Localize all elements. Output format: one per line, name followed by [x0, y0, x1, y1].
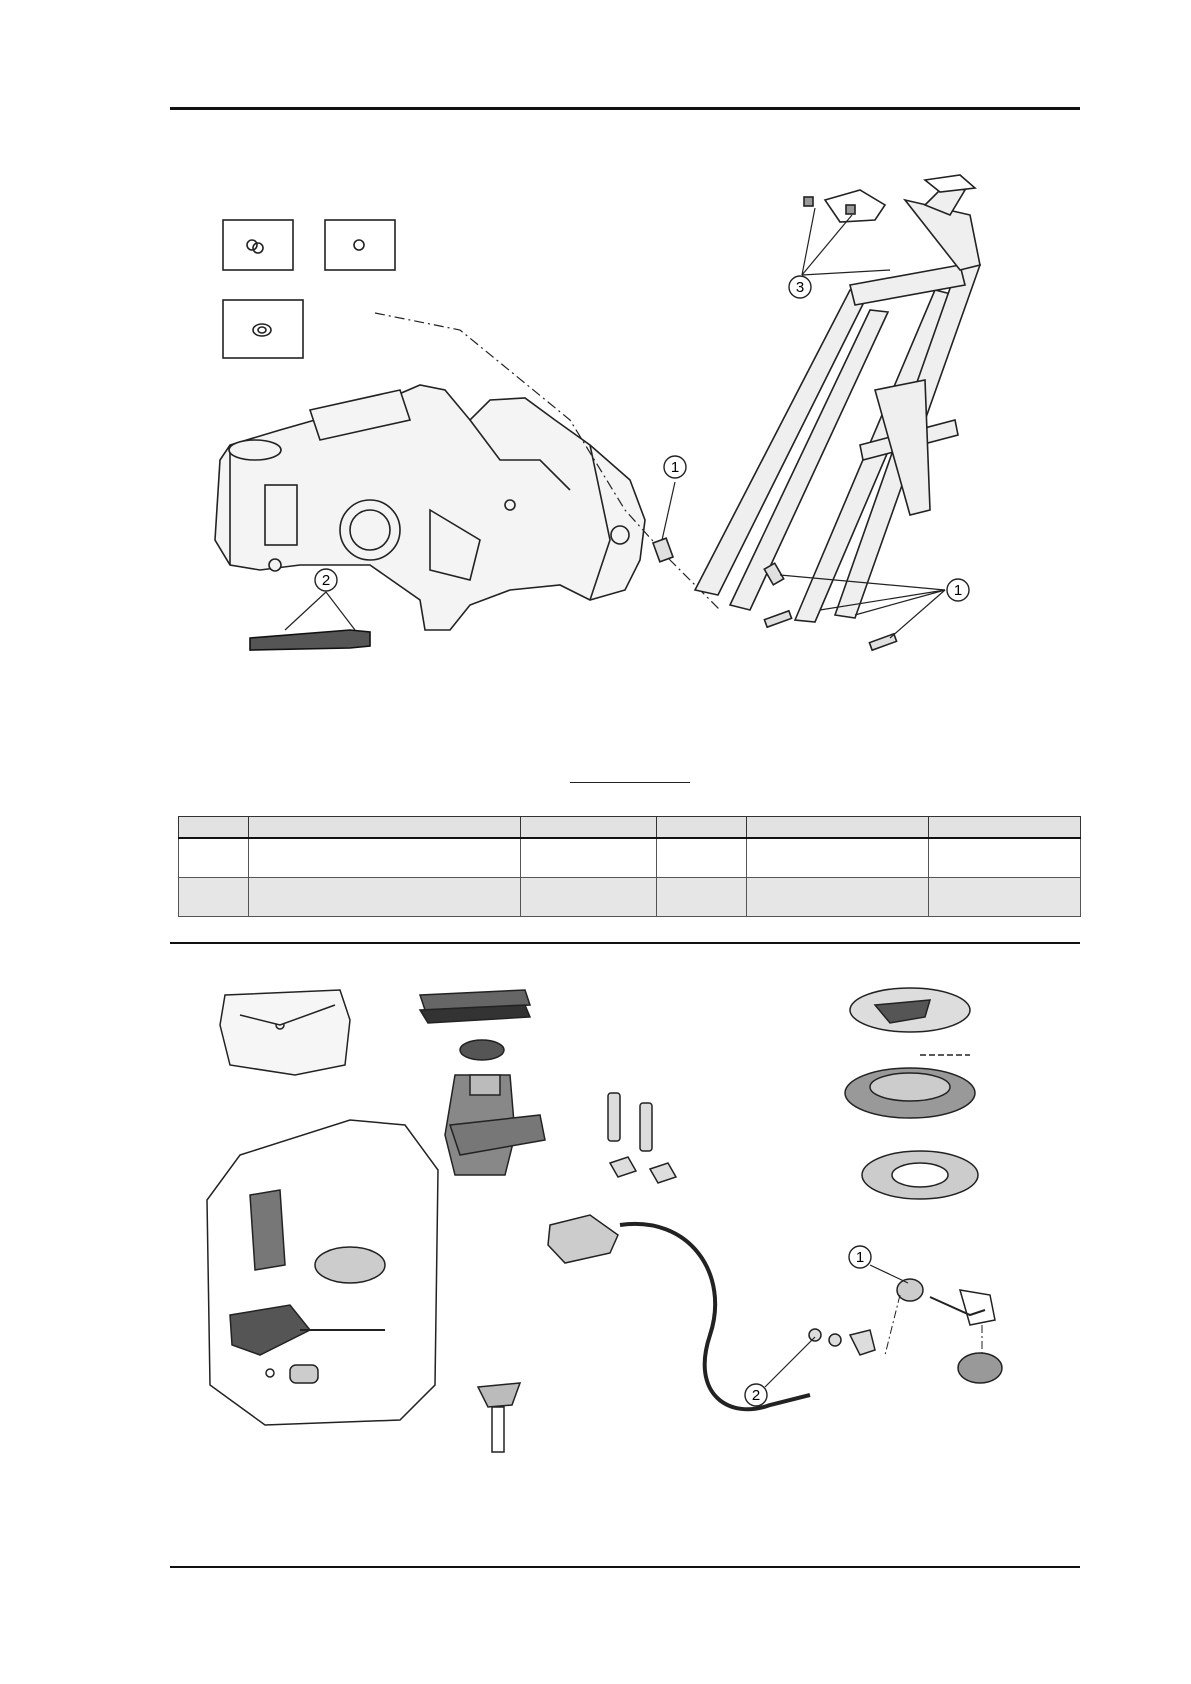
spec-table: [178, 816, 1081, 917]
rear-subframe: [695, 185, 980, 622]
svg-text:1: 1: [855, 1249, 865, 1266]
table-cell: [249, 878, 521, 917]
header-cell: [657, 817, 747, 839]
svg-text:2: 2: [751, 1387, 761, 1404]
callout-3: [789, 276, 811, 298]
table-cell: [747, 878, 929, 917]
main-frame: [215, 385, 645, 630]
key-card-booklet: [420, 990, 530, 1023]
lock-ring-and-cylinder: [885, 1279, 1002, 1383]
table-cell: [657, 838, 747, 878]
table-cell: [249, 838, 521, 878]
svg-text:3: 3: [795, 279, 805, 296]
callout-lock-2: [745, 1384, 767, 1406]
caption-line: [570, 782, 690, 783]
table-cell: [747, 838, 929, 878]
table-row: [179, 838, 1081, 878]
table-cell: [179, 838, 249, 878]
table-cell: [929, 878, 1081, 917]
callout-1-right: [947, 579, 969, 601]
callout-2: [315, 569, 337, 591]
callout-lock-1: [849, 1246, 871, 1268]
spec-table-header: [179, 817, 1081, 839]
ignition-switch: [445, 1040, 545, 1175]
lock-set-exploded-diagram: [170, 975, 1080, 1475]
plastic-bag: [220, 990, 350, 1075]
table-cell: [179, 878, 249, 917]
table-cell: [657, 878, 747, 917]
footer-rule: [170, 1566, 1080, 1568]
header-rule: [170, 107, 1080, 110]
table-cell: [521, 838, 657, 878]
svg-text:2: 2: [321, 572, 331, 589]
header-cell: [521, 817, 657, 839]
callout-1-left: [664, 456, 686, 478]
seat-lock-cable: [548, 1215, 810, 1409]
header-cell: [929, 817, 1081, 839]
frame-exploded-diagram: [170, 160, 1080, 720]
header-cell: [179, 817, 249, 839]
ignition-key: [478, 1383, 520, 1452]
header-cell: [747, 817, 929, 839]
small-screw-clip: [809, 1329, 875, 1355]
legend-box-washer: [223, 300, 303, 358]
legend-box-flanged-nut: [223, 220, 293, 270]
table-cell: [521, 878, 657, 917]
cap-bolts: [608, 1093, 676, 1183]
lock-kit-set: [207, 1120, 438, 1425]
mounting-bracket: [250, 630, 370, 650]
section-rule: [170, 942, 1080, 944]
fuel-cap-assembly: [845, 988, 978, 1199]
table-cell: [929, 838, 1081, 878]
header-cell: [249, 817, 521, 839]
svg-text:1: 1: [953, 582, 963, 599]
table-row: [179, 878, 1081, 917]
svg-text:1: 1: [670, 459, 680, 476]
legend-box-nut: [325, 220, 395, 270]
